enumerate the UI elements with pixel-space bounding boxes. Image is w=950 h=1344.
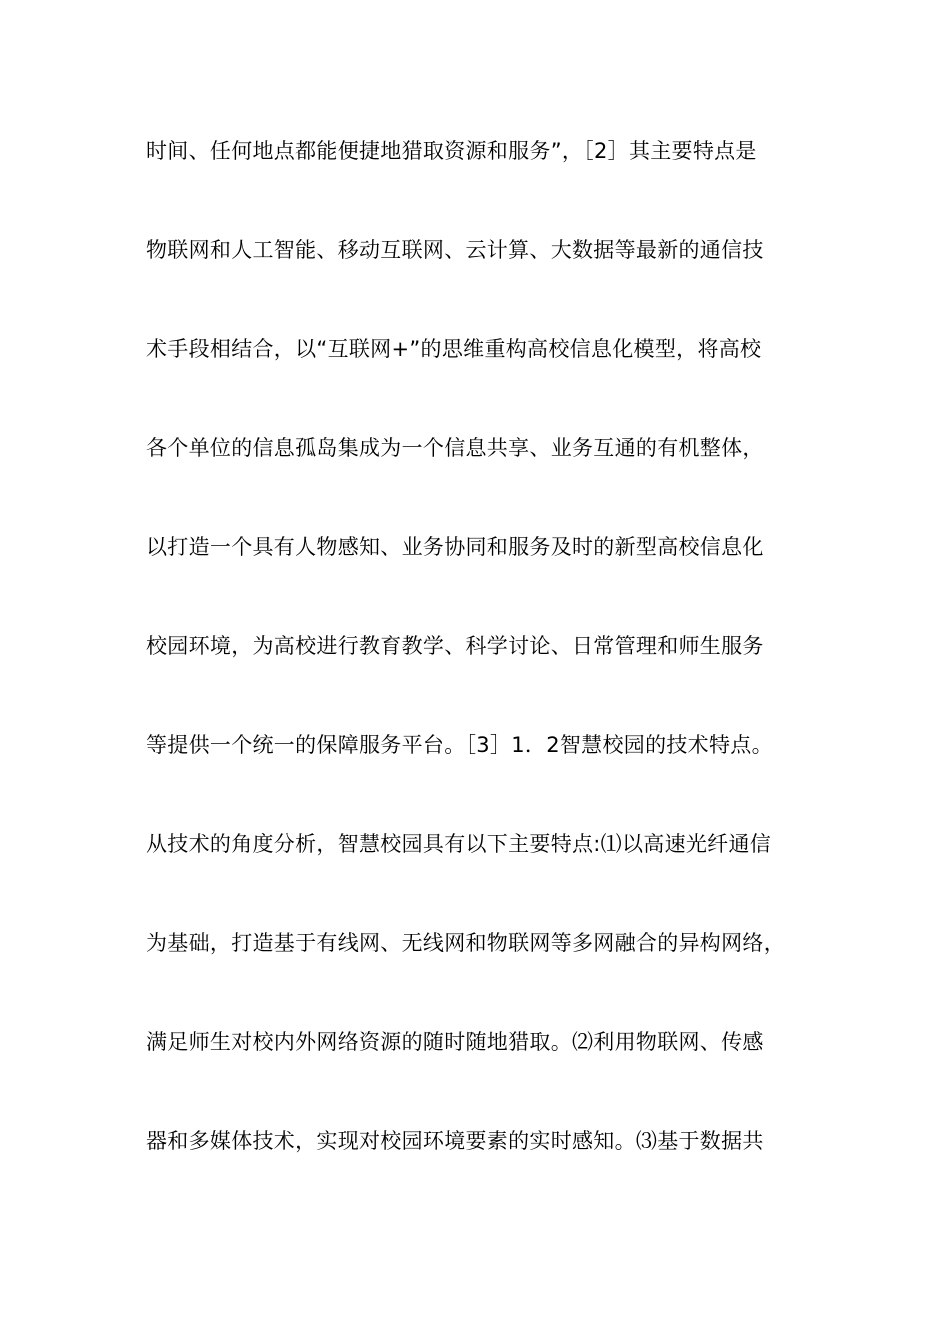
- text-line: 满足师生对校内外网络资源的随时随地猎取。⑵利用物联网、传感: [146, 1030, 764, 1054]
- text-line: 物联网和人工智能、移动互联网、云计算、大数据等最新的通信技: [146, 238, 764, 262]
- text-line: 器和多媒体技术，实现对校园环境要素的实时感知。⑶基于数据共: [146, 1129, 764, 1153]
- text-line: 以打造一个具有人物感知、业务协同和服务及时的新型高校信息化: [146, 535, 764, 559]
- text-line: 校园环境，为高校进行教育教学、科学讨论、日常管理和师生服务: [146, 634, 764, 658]
- text-line: 术手段相结合，以“互联网+”的思维重构高校信息化模型，将高校: [146, 337, 762, 361]
- text-line: 时间、任何地点都能便捷地猎取资源和服务”，［2］其主要特点是: [146, 139, 757, 163]
- text-line: 为基础，打造基于有线网、无线网和物联网等多网融合的异构网络，: [146, 931, 785, 955]
- text-line: 从技术的角度分析，智慧校园具有以下主要特点:⑴以高速光纤通信: [146, 832, 772, 856]
- text-line: 各个单位的信息孤岛集成为一个信息共享、业务互通的有机整体，: [146, 436, 764, 460]
- body-text: [146, 130, 836, 1219]
- text-line: 等提供一个统一的保障服务平台。［3］1．2智慧校园的技术特点。: [146, 733, 773, 757]
